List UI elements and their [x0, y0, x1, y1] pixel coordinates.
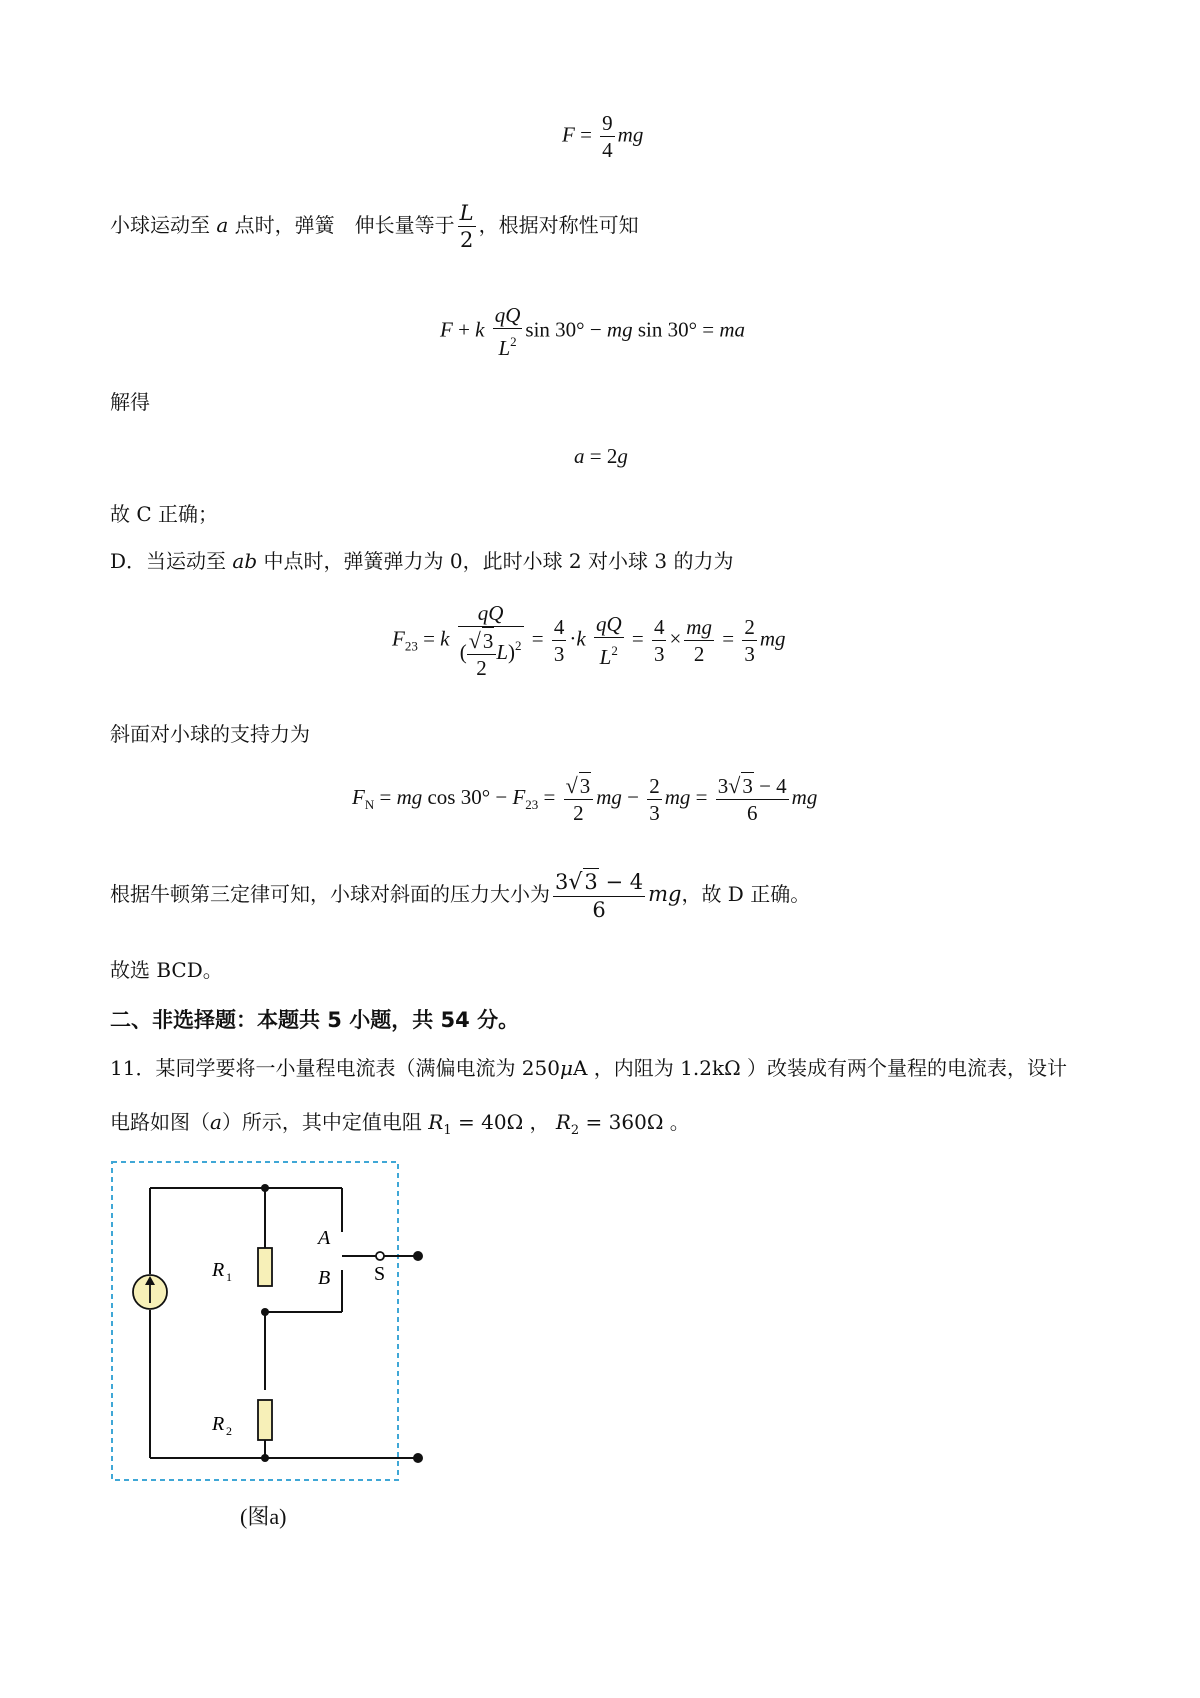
- label-solve: 解得: [110, 390, 150, 414]
- label-s: S: [374, 1263, 386, 1285]
- circuit-diagram: [100, 1160, 440, 1540]
- resistor-r1: [258, 1248, 272, 1286]
- label-a: A: [318, 1227, 331, 1249]
- junction-dot: [261, 1454, 269, 1462]
- label-r2-sub: 2: [226, 1424, 232, 1438]
- label-b: B: [318, 1267, 331, 1289]
- dashed-frame: [112, 1162, 398, 1480]
- wires: [150, 1188, 418, 1458]
- switch-pivot: [376, 1252, 384, 1260]
- answer-line: 故选 BCD。: [110, 958, 223, 982]
- paragraph-support-force: 斜面对小球的支持力为: [110, 722, 310, 746]
- equation-fn: $F_N$ = mg $\cos 30^\circ - F_{23}$ = $\frac{√3}{2}$ mg − $\frac{2}{3}$ mg = $\frac{3√3 - 4}{6}$ mg: [352, 773, 818, 825]
- terminal-top: [413, 1251, 423, 1261]
- paragraph-a-point: 小球运动至 a 点时，弹簧 伸长量等于 $\frac{L}{2}$ ，根据对称性可知: [110, 201, 639, 252]
- equation-f23: $F_{23} = k$ qQ ( $\frac{√3}{2}$ L)$^2$ = $\frac{4}{3}$ ·k $\frac{qQ}{L^2}$ = $\frac{4}{3}$ × $\frac{mg}{2}$ = $\frac{2}{3}$ mg: [392, 601, 786, 680]
- paragraph-newton-third: 根据牛顿第三定律可知，小球对斜面的压力大小为 $\frac{3√3 - 4}{6}$ mg，故 D 正确。: [110, 870, 811, 922]
- figure-caption: (图a): [240, 1504, 287, 1529]
- label-r1: R: [212, 1259, 225, 1281]
- label-r1-sub: 1: [226, 1270, 232, 1284]
- terminal-bottom: [413, 1453, 423, 1463]
- question-11-line1: 11．某同学要将一小量程电流表（满偏电流为 250μA ，内阻为 1.2kΩ ）改装成有两个量程的电流表，设计: [110, 1056, 1068, 1080]
- equation-acceleration: a = 2g: [574, 444, 628, 468]
- equation-force-F: F = $\frac{9}{4}$ mg: [562, 111, 644, 162]
- section-heading: 二、非选择题：本题共 5 小题，共 54 分。: [110, 1008, 520, 1032]
- conclusion-c: 故 C 正确；: [110, 502, 219, 526]
- equation-newton-a: F + k $\frac{qQ}{L^2}$ sin 30° − mg sin 30° = ma: [440, 303, 746, 360]
- junction-dot: [261, 1308, 269, 1316]
- junction-dot: [261, 1184, 269, 1192]
- paragraph-d: D．当运动至 ab 中点时，弹簧弹力为 0，此时小球 2 对小球 3 的力为: [110, 549, 734, 573]
- label-r2: R: [212, 1413, 225, 1435]
- question-11-line2: 电路如图（a）所示，其中定值电阻 $R_1 = 40\Omega$ ， $R_2 = 360\Omega$ 。: [110, 1110, 690, 1138]
- resistor-r2: [258, 1400, 272, 1440]
